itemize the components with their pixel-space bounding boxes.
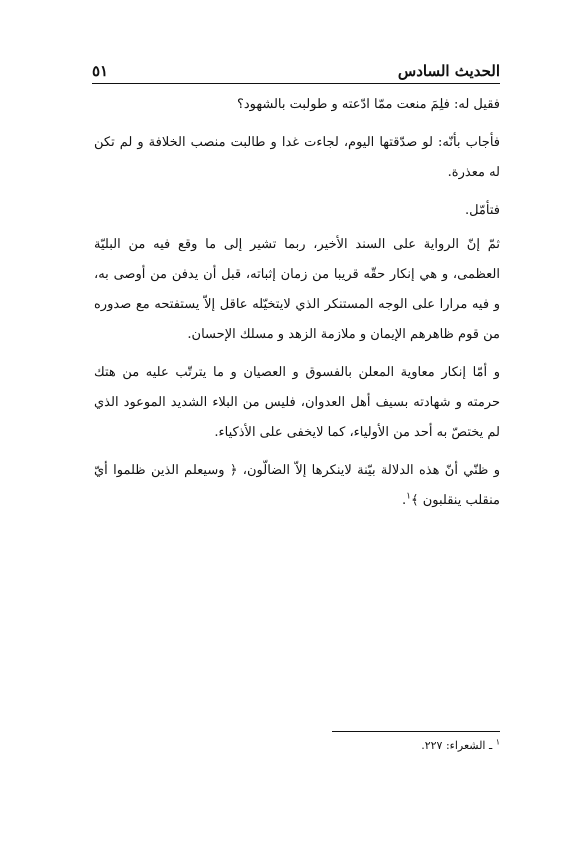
footnote-number: ١ [495, 737, 500, 747]
footnote-text: ـ الشعراء: ٢٢٧. [421, 739, 493, 752]
paragraph-3: فتأمّل. [464, 203, 500, 218]
running-header [92, 54, 500, 84]
footnote [94, 736, 500, 756]
paragraph-6-text: و ظنّي أنّ هذه الدلالة بيّنة لاينكرها إلاّ الضالّون، ﴿ وسيعلم الذين ظلموا أيّ منقلب ينقلبون ﴾ [94, 463, 500, 508]
paragraph-2: فأجاب بأنّه: لو صدّقتها اليوم، لجاءت غدا و طالبت منصب الخلافة و لم تكن له معذرة. [94, 135, 500, 180]
chapter-title: الحديث السادس [397, 62, 500, 80]
footnote-divider [332, 731, 500, 732]
paragraph-4: ثمّ إنّ الرواية على السند الأخير، ربما تشير إلى ما وقع فيه من البليّة العظمى، و هي إنكار حقّه قريبا من زمان إثباته، قبل أن يدفن من أوصى به، و فيه مرارا على الوجه المستنكر الذي لايتخيّله عاقل إلاّ يستفتحه مع صدوره من قوم ظاهرهم الإيمان و ملازمة الزهد و مسلك الإحسان. [94, 237, 500, 342]
paragraph-5: و أمّا إنكار معاوية المعلن بالفسوق و العصيان و ما يترتّب عليه من هتك حرمته و شهادته بسيف أهل العدوان، فليس من البلاء الشديد الموعود الذي لم يختصّ به أحد من الأولياء، كما لايخفى على الأذكياء. [94, 365, 500, 440]
paragraph-6: و ظنّي أنّ هذه الدلالة بيّنة لاينكرها إلاّ الضالّون، ﴿ وسيعلم الذين ظلموا أيّ منقلب ينقلبون ﴾$^١$. [94, 463, 500, 508]
footnote-marker[interactable]: ١ [406, 491, 411, 502]
page-number: ٥١ [92, 62, 109, 80]
body-text [94, 90, 500, 524]
paragraph-1: فقيل له: فلِمَ منعت ممّا ادّعته و طولبت بالشهود؟ [236, 97, 500, 112]
